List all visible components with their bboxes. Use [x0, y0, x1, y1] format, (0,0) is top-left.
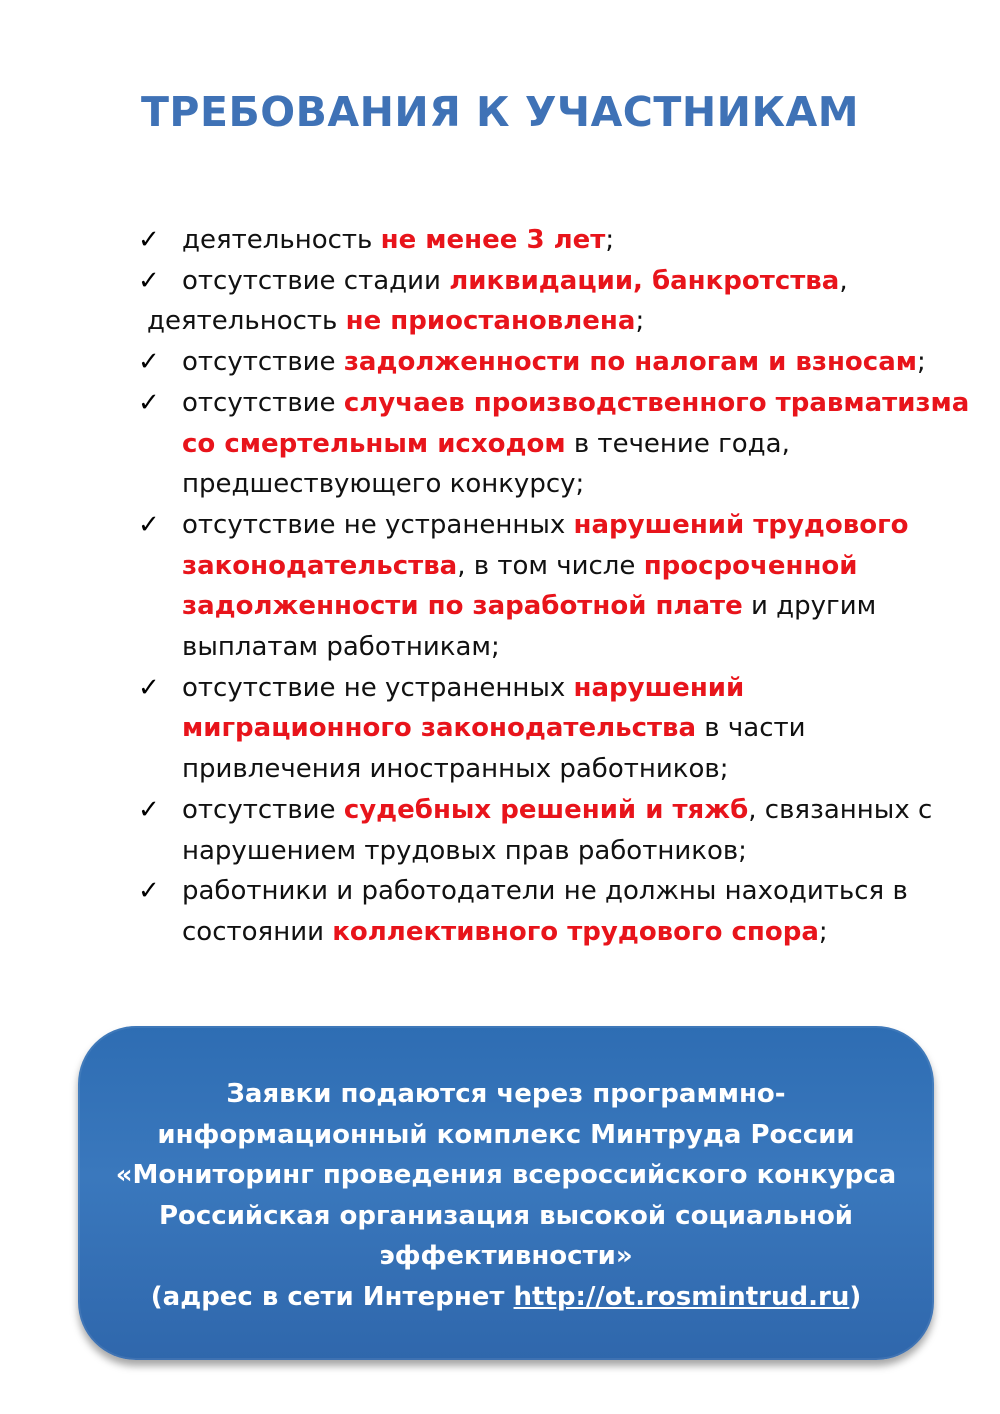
website-link[interactable]: http://ot.rosmintrud.ru	[513, 1281, 850, 1312]
requirement-text: и другим выплатам работникам;	[182, 591, 877, 663]
info-box	[78, 1026, 934, 1360]
highlighted-text: нарушений трудового законодательства	[182, 509, 909, 581]
requirement-body	[182, 876, 908, 947]
highlighted-text: не приостановлена	[345, 306, 636, 337]
requirements-list	[130, 220, 970, 953]
highlighted-text: не менее 3 лет	[380, 225, 606, 255]
requirement-text: ;	[605, 225, 615, 255]
checkmark-icon: ✓	[138, 509, 160, 540]
requirement-body	[182, 225, 614, 255]
requirement-item	[130, 790, 970, 871]
requirement-item	[130, 871, 970, 952]
requirement-text: ;	[818, 916, 828, 947]
requirement-body	[182, 673, 806, 784]
requirement-item	[130, 261, 970, 342]
info-text	[78, 1074, 934, 1317]
requirement-text: отсутствие	[182, 347, 344, 378]
info-line-1: Заявки подаются через программно-	[226, 1079, 786, 1109]
requirement-item	[130, 220, 970, 261]
requirement-body	[182, 347, 926, 377]
highlighted-text: ликвидации, банкротства	[449, 265, 840, 296]
info-line-3: «Мониторинг проведения всероссийского конкурса	[115, 1160, 897, 1190]
requirement-body	[182, 266, 848, 296]
checkmark-icon: ✓	[138, 225, 160, 255]
highlighted-text: задолженности по налогам и взносам	[343, 347, 918, 378]
checkmark-icon: ✓	[138, 265, 160, 296]
requirement-text: , связанных с нарушением трудовых прав работников;	[182, 794, 933, 866]
requirement-text: ,	[839, 265, 848, 296]
checkmark-icon: ✓	[138, 387, 160, 418]
info-address-prefix: (адрес в сети Интернет	[150, 1281, 514, 1312]
requirement-text: отсутствие не устраненных	[182, 672, 574, 703]
info-line-6	[78, 1277, 934, 1318]
requirement-item	[130, 383, 970, 505]
requirement-continuation	[147, 301, 970, 342]
requirement-text: отсутствие	[182, 794, 344, 825]
highlighted-text: просроченной задолженности по заработной плате	[182, 550, 858, 622]
highlighted-text: коллективного трудового спора	[332, 916, 819, 947]
requirement-text: , в том числе	[457, 550, 644, 581]
requirement-body	[182, 795, 932, 866]
requirement-text: деятельность	[182, 225, 381, 255]
requirement-text: работники и работодатели не должны находиться в состоянии	[182, 876, 908, 947]
requirement-text: ;	[917, 347, 926, 378]
requirement-text: отсутствие	[182, 387, 344, 418]
checkmark-icon: ✓	[138, 794, 160, 825]
requirement-text: деятельность	[147, 306, 346, 337]
requirement-text: в части привлечения иностранных работников;	[182, 713, 806, 785]
requirement-text: отсутствие не устраненных	[182, 509, 574, 540]
requirement-body	[182, 388, 969, 499]
requirement-item	[130, 505, 970, 668]
highlighted-text: судебных решений и тяжб	[343, 794, 749, 825]
info-address-suffix: )	[849, 1281, 862, 1312]
highlighted-text: нарушений миграционного законодательства	[182, 672, 745, 744]
requirement-item	[130, 668, 970, 790]
checkmark-icon: ✓	[138, 672, 160, 703]
requirement-text: отсутствие стадии	[182, 265, 450, 296]
requirement-body	[182, 510, 909, 662]
requirement-item	[130, 342, 970, 383]
requirement-text: в течение года, предшествующего конкурсу;	[182, 428, 790, 500]
highlighted-text: случаев производственного травматизма со смертельным исходом	[182, 387, 970, 459]
info-line-4: Российская организация высокой социальной	[158, 1200, 854, 1231]
info-line-2: информационный комплекс Минтруда России	[157, 1119, 855, 1150]
page-title: ТРЕБОВАНИЯ К УЧАСТНИКАМ	[140, 88, 860, 136]
checkmark-icon: ✓	[138, 347, 160, 378]
requirement-text: ;	[635, 306, 645, 337]
checkmark-icon: ✓	[138, 876, 160, 907]
info-line-5: эффективности»	[379, 1241, 633, 1271]
